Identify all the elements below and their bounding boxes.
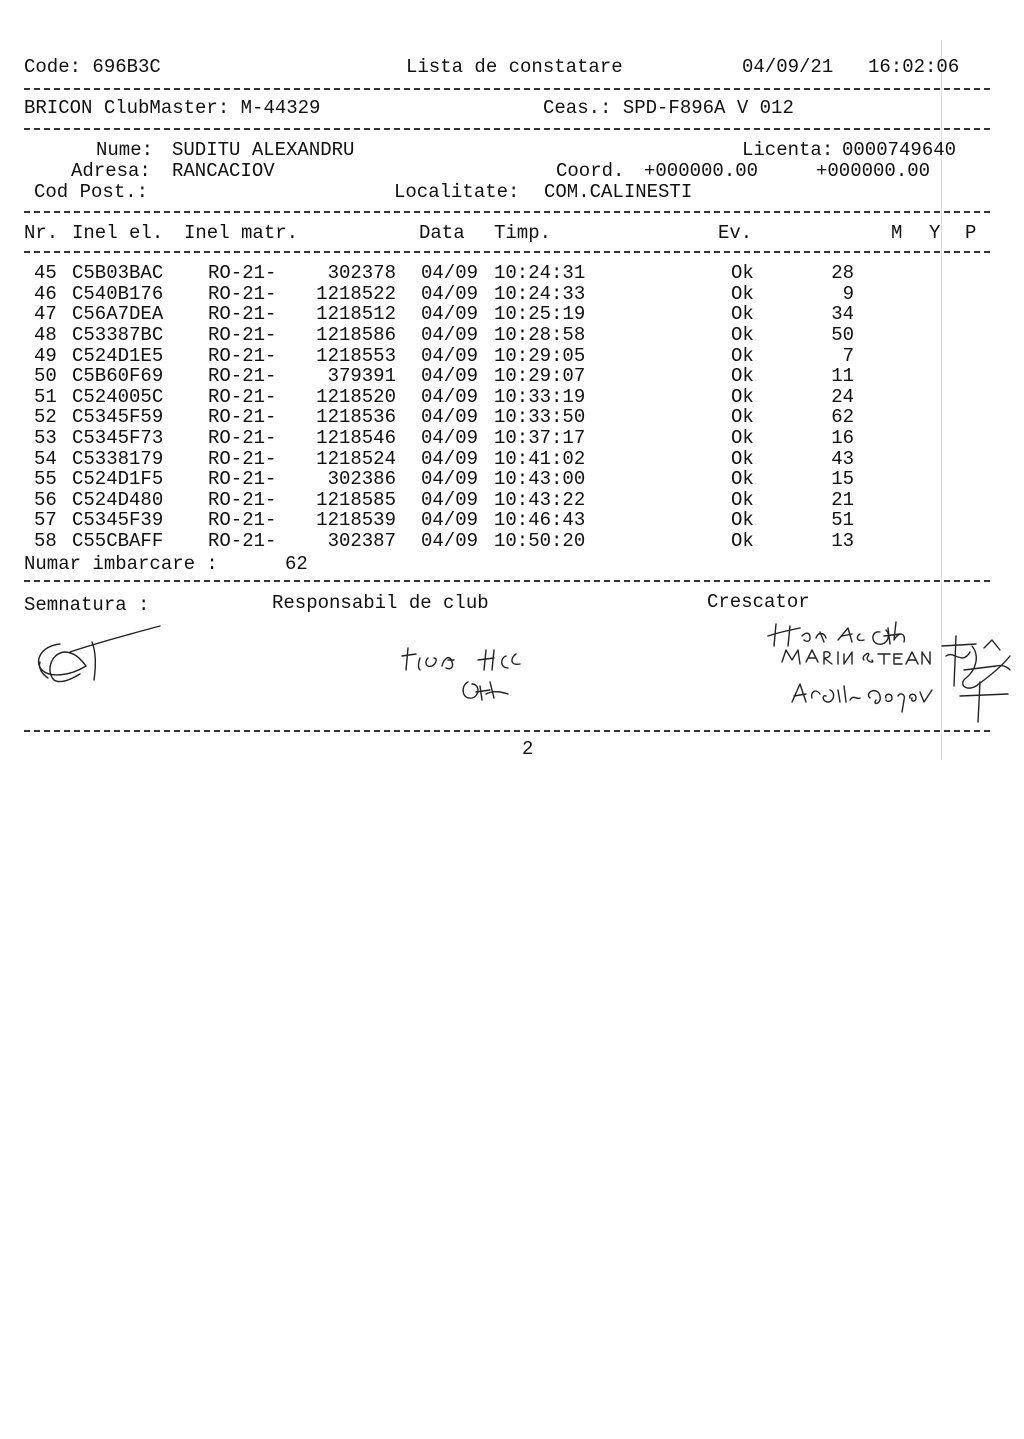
signature-scribble-left (30, 622, 170, 692)
cell-position: 16 (831, 427, 854, 449)
cell-timp: 10:33:19 (494, 386, 586, 408)
cell-inel-matr-prefix: RO-21- (208, 365, 277, 387)
cell-ev: Ok (731, 345, 754, 367)
cell-nr: 49 (34, 345, 57, 367)
owner-name: SUDITU ALEXANDRU (172, 139, 355, 161)
localitate-value: COM.CALINESTI (544, 181, 693, 203)
coord-label: Coord. (556, 160, 625, 182)
cell-inel-matr-prefix: RO-21- (208, 262, 277, 284)
cell-timp: 10:41:02 (494, 448, 586, 470)
table-row (0, 428, 1024, 449)
cell-nr: 53 (34, 427, 57, 449)
cell-position: 7 (842, 345, 854, 367)
clubmaster-id: BRICON ClubMaster: M-44329 (24, 97, 321, 119)
cod-post-label: Cod Post.: (34, 181, 149, 203)
cell-position: 50 (831, 324, 854, 346)
nume-label: Nume: (96, 139, 154, 161)
cell-position: 62 (831, 406, 854, 428)
divider (24, 211, 990, 213)
coord-lat: +000000.00 (644, 160, 759, 182)
cell-data: 04/09 (421, 406, 479, 428)
cell-nr: 58 (34, 530, 57, 552)
cell-inel-matr-prefix: RO-21- (208, 406, 277, 428)
cell-data: 04/09 (421, 365, 479, 387)
cell-ev: Ok (731, 468, 754, 490)
cell-data: 04/09 (421, 427, 479, 449)
cell-data: 04/09 (421, 468, 479, 490)
cell-position: 43 (831, 448, 854, 470)
cell-inel-el: C524D1E5 (72, 345, 164, 367)
cell-inel-matr-prefix: RO-21- (208, 448, 277, 470)
cell-position: 21 (831, 489, 854, 511)
cell-inel-matr-number: 1218524 (316, 448, 396, 470)
cell-inel-el: C5345F73 (72, 427, 164, 449)
divider (24, 730, 990, 732)
table-row (0, 263, 1024, 284)
numar-imbarcare-value: 62 (285, 553, 308, 575)
cell-inel-el: C524005C (72, 386, 164, 408)
cell-inel-matr-number: 1218546 (316, 427, 396, 449)
cell-inel-matr-prefix: RO-21- (208, 324, 277, 346)
cell-inel-matr-number: 302378 (327, 262, 396, 284)
cell-ev: Ok (731, 303, 754, 325)
cell-inel-matr-prefix: RO-21- (208, 468, 277, 490)
cell-nr: 50 (34, 365, 57, 387)
cell-inel-matr-number: 1218585 (316, 489, 396, 511)
document-title: Lista de constatare (406, 56, 623, 78)
cell-position: 51 (831, 509, 854, 531)
cell-inel-el: C55CBAFF (72, 530, 164, 552)
cell-ev: Ok (731, 262, 754, 284)
cell-timp: 10:25:19 (494, 303, 586, 325)
cell-inel-matr-number: 379391 (327, 365, 396, 387)
cell-data: 04/09 (421, 530, 479, 552)
cell-inel-el: C5338179 (72, 448, 164, 470)
cell-position: 28 (831, 262, 854, 284)
cell-inel-el: C5B03BAC (72, 262, 164, 284)
cell-ev: Ok (731, 386, 754, 408)
cell-nr: 57 (34, 509, 57, 531)
document-date: 04/09/21 (742, 56, 834, 78)
divider (24, 128, 990, 130)
table-row (0, 284, 1024, 305)
cell-timp: 10:50:20 (494, 530, 586, 552)
cell-timp: 10:33:50 (494, 406, 586, 428)
cell-ev: Ok (731, 365, 754, 387)
numar-imbarcare-label: Numar imbarcare : (24, 553, 218, 575)
cell-inel-el: C5B60F69 (72, 365, 164, 387)
table-row (0, 304, 1024, 325)
cell-timp: 10:43:00 (494, 468, 586, 490)
coord-lon: +000000.00 (816, 160, 931, 182)
cell-inel-matr-prefix: RO-21- (208, 386, 277, 408)
licenta-value: 0000749640 (842, 139, 957, 161)
cell-nr: 52 (34, 406, 57, 428)
table-row (0, 346, 1024, 367)
document-code: Code: 696B3C (24, 56, 161, 78)
cell-data: 04/09 (421, 509, 479, 531)
responsabil-label: Responsabil de club (272, 592, 489, 614)
cell-inel-matr-prefix: RO-21- (208, 427, 277, 449)
divider (24, 251, 990, 253)
cell-data: 04/09 (421, 324, 479, 346)
licenta-label: Licenta: (742, 139, 834, 161)
col-header-ev: Ev. (718, 222, 753, 244)
adresa-label: Adresa: (71, 160, 151, 182)
cell-inel-el: C5345F59 (72, 406, 164, 428)
cell-position: 15 (831, 468, 854, 490)
cell-inel-el: C56A7DEA (72, 303, 164, 325)
cell-inel-el: C5345F39 (72, 509, 164, 531)
col-header-p: P (965, 222, 977, 244)
page-number: 2 (522, 738, 534, 760)
signature-responsabil (398, 636, 548, 716)
cell-data: 04/09 (421, 489, 479, 511)
cell-inel-matr-prefix: RO-21- (208, 530, 277, 552)
table-row (0, 366, 1024, 387)
table-row (0, 325, 1024, 346)
cell-inel-el: C540B176 (72, 283, 164, 305)
cell-inel-matr-number: 1218522 (316, 283, 396, 305)
cell-timp: 10:29:05 (494, 345, 586, 367)
divider (24, 580, 990, 582)
cell-timp: 10:29:07 (494, 365, 586, 387)
cell-ev: Ok (731, 489, 754, 511)
divider (24, 88, 990, 90)
cell-nr: 48 (34, 324, 57, 346)
cell-data: 04/09 (421, 448, 479, 470)
cell-timp: 10:24:31 (494, 262, 586, 284)
cell-data: 04/09 (421, 283, 479, 305)
table-row (0, 531, 1024, 552)
col-header-y: Y (929, 222, 941, 244)
cell-ev: Ok (731, 448, 754, 470)
cell-ev: Ok (731, 324, 754, 346)
crescator-label: Crescator (707, 591, 810, 613)
cell-nr: 54 (34, 448, 57, 470)
cell-timp: 10:46:43 (494, 509, 586, 531)
cell-inel-matr-prefix: RO-21- (208, 283, 277, 305)
cell-position: 34 (831, 303, 854, 325)
cell-inel-matr-number: 1218520 (316, 386, 396, 408)
cell-timp: 10:28:58 (494, 324, 586, 346)
cell-inel-matr-prefix: RO-21- (208, 345, 277, 367)
cell-position: 11 (831, 365, 854, 387)
cell-nr: 56 (34, 489, 57, 511)
table-row (0, 407, 1024, 428)
cell-nr: 51 (34, 386, 57, 408)
cell-inel-matr-number: 1218536 (316, 406, 396, 428)
cell-ev: Ok (731, 283, 754, 305)
cell-timp: 10:37:17 (494, 427, 586, 449)
cell-inel-matr-prefix: RO-21- (208, 509, 277, 531)
cell-nr: 45 (34, 262, 57, 284)
cell-nr: 46 (34, 283, 57, 305)
cell-inel-el: C524D1F5 (72, 468, 164, 490)
semnatura-label: Semnatura : (24, 594, 150, 616)
adresa-value: RANCACIOV (172, 160, 275, 182)
col-header-inel-matr: Inel matr. (184, 222, 299, 244)
cell-inel-matr-number: 302387 (327, 530, 396, 552)
cell-inel-matr-number: 1218539 (316, 509, 396, 531)
cell-data: 04/09 (421, 386, 479, 408)
cell-position: 13 (831, 530, 854, 552)
document-time: 16:02:06 (868, 56, 960, 78)
cell-nr: 47 (34, 303, 57, 325)
cell-inel-matr-number: 1218553 (316, 345, 396, 367)
cell-data: 04/09 (421, 303, 479, 325)
col-header-inel-el: Inel el. (72, 222, 164, 244)
cell-inel-matr-number: 1218586 (316, 324, 396, 346)
table-row (0, 387, 1024, 408)
cell-inel-matr-number: 302386 (327, 468, 396, 490)
cell-inel-matr-number: 1218512 (316, 303, 396, 325)
cell-position: 9 (842, 283, 854, 305)
table-row (0, 469, 1024, 490)
table-row (0, 449, 1024, 470)
cell-timp: 10:43:22 (494, 489, 586, 511)
clock-id: Ceas.: SPD-F896A V 012 (543, 97, 794, 119)
table-row (0, 510, 1024, 531)
cell-ev: Ok (731, 530, 754, 552)
cell-inel-el: C524D480 (72, 489, 164, 511)
col-header-data: Data (419, 222, 465, 244)
col-header-timp: Timp. (494, 222, 552, 244)
cell-inel-matr-prefix: RO-21- (208, 489, 277, 511)
cell-timp: 10:24:33 (494, 283, 586, 305)
cell-ev: Ok (731, 406, 754, 428)
cell-ev: Ok (731, 509, 754, 531)
cell-nr: 55 (34, 468, 57, 490)
cell-data: 04/09 (421, 262, 479, 284)
cell-data: 04/09 (421, 345, 479, 367)
col-header-m: M (891, 222, 903, 244)
localitate-label: Localitate: (394, 181, 520, 203)
table-row (0, 490, 1024, 511)
cell-ev: Ok (731, 427, 754, 449)
cell-inel-el: C53387BC (72, 324, 164, 346)
cell-inel-matr-prefix: RO-21- (208, 303, 277, 325)
signature-crescator (760, 610, 940, 720)
col-header-nr: Nr. (24, 222, 59, 244)
cell-position: 24 (831, 386, 854, 408)
signature-crescator-stamp (936, 626, 1016, 726)
